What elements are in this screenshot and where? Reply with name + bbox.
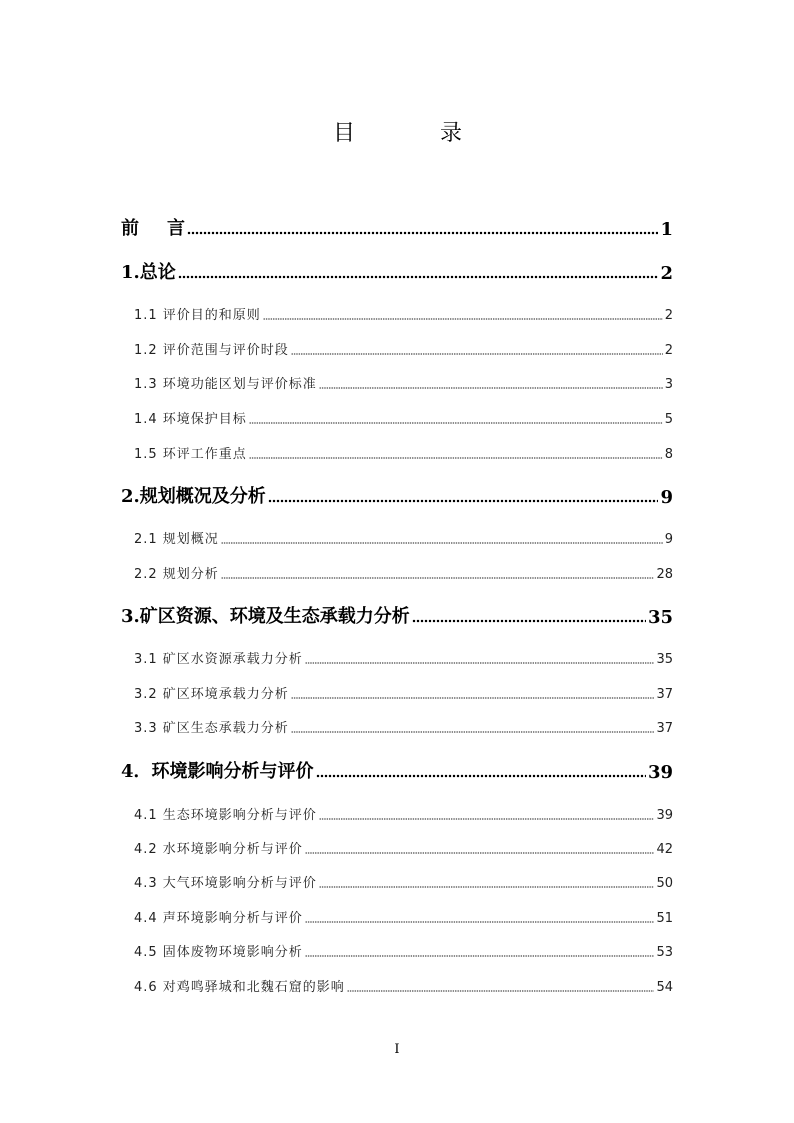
toc-page-number: 53: [656, 945, 673, 960]
toc-page-number: 37: [656, 687, 673, 702]
dot-leader: [319, 886, 655, 888]
toc-entry-3-2[interactable]: [134, 683, 673, 702]
toc-entry-3-3[interactable]: [134, 717, 673, 736]
dot-leader: [319, 387, 663, 389]
toc-entry-1-3[interactable]: [134, 373, 673, 392]
dot-leader: [291, 697, 655, 699]
toc-entry-label: 2.2 规划分析: [134, 567, 219, 582]
toc-entry-label: 4.6 对鸡鸣驿城和北魏石窟的影响: [134, 980, 345, 995]
toc-entry-chapter-4[interactable]: [121, 757, 673, 783]
dot-leader: [249, 457, 663, 459]
dot-leader: [221, 542, 663, 544]
toc-entry-label: 3.3 矿区生态承载力分析: [134, 721, 289, 736]
toc-page-number: 35: [656, 652, 673, 667]
toc-entry-label: 1.4 环境保护目标: [134, 412, 247, 427]
dot-leader: [249, 422, 663, 424]
toc-entry-label: 4．环境影响分析与评价: [121, 761, 314, 782]
toc-entry-4-2[interactable]: [134, 838, 673, 857]
dot-leader: [412, 619, 646, 623]
toc-entry-label: 4.3 大气环境影响分析与评价: [134, 876, 317, 891]
toc-entry-label: 2.规划概况及分析: [121, 486, 266, 507]
dot-leader: [305, 955, 655, 957]
dot-leader: [187, 231, 658, 235]
dot-leader: [347, 990, 655, 992]
toc-page-number: 2: [664, 343, 673, 358]
dot-leader: [178, 275, 659, 279]
toc-page-number: 37: [656, 721, 673, 736]
toc-title-char-2: 录: [440, 121, 463, 146]
toc-entry-chapter-3[interactable]: [121, 602, 673, 628]
dot-leader: [263, 318, 663, 320]
toc-entry-4-5[interactable]: [134, 941, 673, 960]
toc-entry-2-2[interactable]: [134, 563, 673, 582]
toc-entry-label: 3.2 矿区环境承载力分析: [134, 687, 289, 702]
toc-page-number: 9: [660, 487, 673, 508]
toc-entry-label: 1.总论: [121, 262, 176, 283]
dot-leader: [268, 499, 659, 503]
toc-entry-1-2[interactable]: [134, 339, 673, 358]
toc-page-number: 2: [664, 308, 673, 323]
toc-entry-label: 4.2 水环境影响分析与评价: [134, 842, 303, 857]
toc-page-number: 8: [664, 447, 673, 462]
toc-entry-chapter-1[interactable]: [121, 258, 673, 284]
dot-leader: [305, 662, 655, 664]
toc-page-number: 42: [656, 842, 673, 857]
toc-page-number: 39: [647, 762, 673, 783]
dot-leader: [221, 577, 655, 579]
toc-page-number: 35: [647, 607, 673, 628]
toc-entry-3-1[interactable]: [134, 648, 673, 667]
toc-entry-label: 3.1 矿区水资源承载力分析: [134, 652, 303, 667]
dot-leader: [291, 731, 655, 733]
dot-leader: [316, 774, 646, 778]
toc-entry-2-1[interactable]: [134, 528, 673, 547]
toc-entry-label: 前 言: [121, 218, 185, 239]
toc-page-number: 51: [656, 911, 673, 926]
toc-page-number: 54: [656, 980, 673, 995]
toc-entry-label: 3.矿区资源、环境及生态承载力分析: [121, 606, 410, 627]
toc-page-number: 9: [664, 532, 673, 547]
toc-entry-label: 1.2 评价范围与评价时段: [134, 343, 289, 358]
toc-entry-label: 1.5 环评工作重点: [134, 447, 247, 462]
toc-page-number: 28: [656, 567, 673, 582]
toc-entry-chapter-2[interactable]: [121, 482, 673, 508]
dot-leader: [291, 353, 663, 355]
toc-page-number: 1: [660, 219, 673, 240]
toc-entry-4-6[interactable]: [134, 976, 673, 995]
toc-page-number: 5: [664, 412, 673, 427]
toc-page-number: 39: [656, 808, 673, 823]
page-footer-number: I: [394, 1042, 400, 1057]
toc-entry-label: 1.1 评价目的和原则: [134, 308, 261, 323]
toc-entry-1-1[interactable]: [134, 304, 673, 323]
toc-entry-4-3[interactable]: [134, 872, 673, 891]
toc-page-number: 3: [664, 377, 673, 392]
toc-entry-4-1[interactable]: [134, 804, 673, 823]
toc-entry-label: 4.1 生态环境影响分析与评价: [134, 808, 317, 823]
dot-leader: [305, 852, 655, 854]
toc-entry-1-4[interactable]: [134, 408, 673, 427]
toc-page-number: 2: [660, 263, 673, 284]
toc-entry-foreword[interactable]: [121, 214, 673, 240]
toc-title-char-1: 目: [333, 121, 356, 146]
toc-page-number: 50: [656, 876, 673, 891]
toc-entry-1-5[interactable]: [134, 443, 673, 462]
toc-entry-label: 2.1 规划概况: [134, 532, 219, 547]
dot-leader: [319, 818, 655, 820]
toc-entry-label: 1.3 环境功能区划与评价标准: [134, 377, 317, 392]
dot-leader: [305, 921, 655, 923]
toc-entry-label: 4.4 声环境影响分析与评价: [134, 911, 303, 926]
toc-entry-4-4[interactable]: [134, 907, 673, 926]
toc-entry-label: 4.5 固体废物环境影响分析: [134, 945, 303, 960]
